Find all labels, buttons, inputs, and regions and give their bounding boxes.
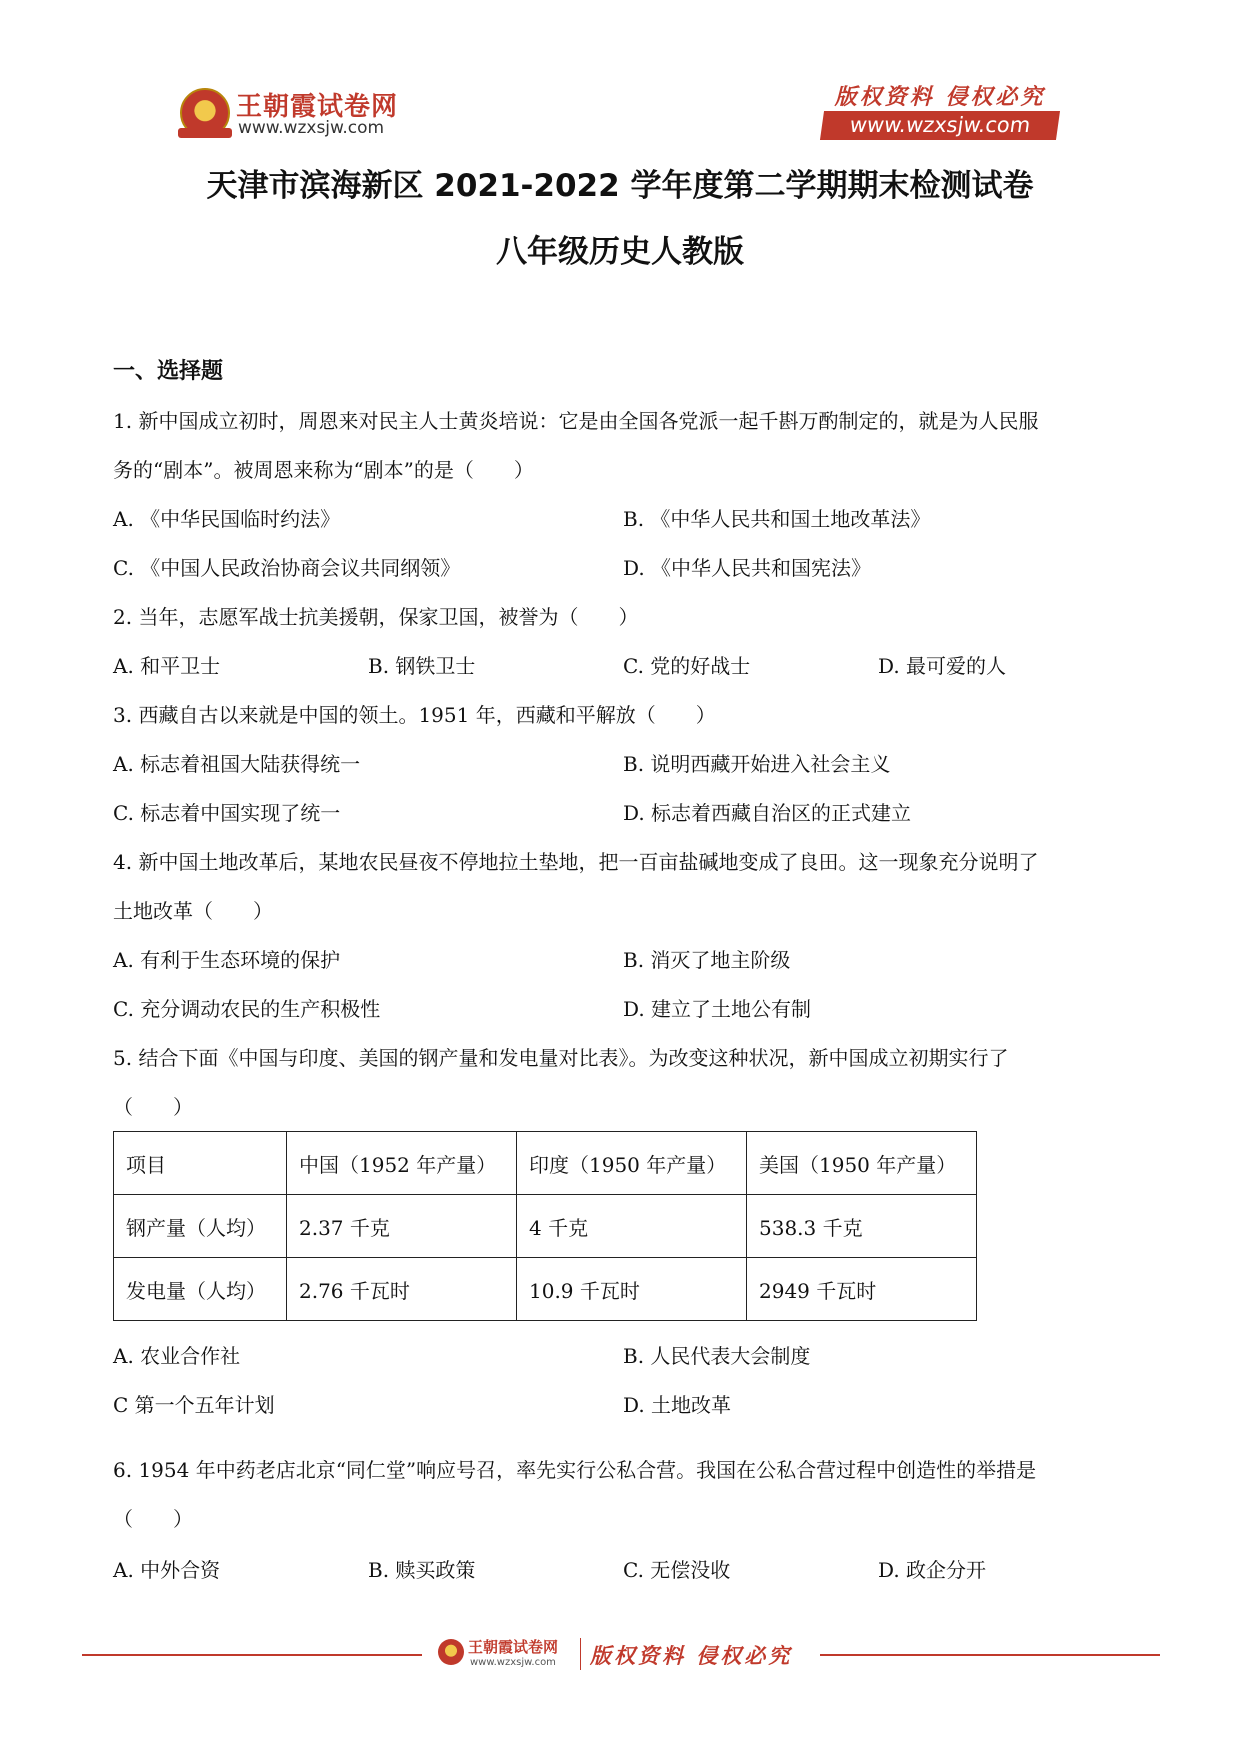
exam-title: 天津市滨海新区 2021-2022 学年度第二学期期末检测试卷	[206, 168, 1034, 204]
question-4-option-b: B. 消灭了地主阶级	[623, 948, 791, 972]
question-5-text: （ ）	[113, 1095, 193, 1119]
question-1-option-d: D. 《中华人民共和国宪法》	[623, 556, 872, 580]
question-1-option-c: C. 《中国人民政治协商会议共同纲领》	[113, 556, 461, 580]
question-3-option-c: C. 标志着中国实现了统一	[113, 801, 341, 825]
footer-divider-right	[820, 1654, 1160, 1656]
table-row	[114, 1258, 977, 1321]
question-3-text: 3. 西藏自古以来就是中国的领土。1951 年，西藏和平解放（ ）	[113, 703, 716, 727]
table-cell: 项目	[114, 1132, 287, 1195]
question-3-option-b: B. 说明西藏开始进入社会主义	[623, 752, 891, 776]
table-row	[114, 1132, 977, 1195]
question-4-text: 土地改革（ ）	[113, 899, 273, 923]
footer-separator	[580, 1638, 581, 1670]
table-cell: 2949 千瓦时	[747, 1258, 977, 1321]
seal-icon	[180, 88, 230, 138]
question-6-text: 6. 1954 年中药老店北京“同仁堂”响应号召，率先实行公私合营。我国在公私合营过程中创造性的举措是	[113, 1458, 1037, 1482]
question-5-option-d: D. 土地改革	[623, 1393, 732, 1417]
footer-logo-url: www.wzxsjw.com	[470, 1657, 556, 1668]
table-cell: 美国（1950 年产量）	[747, 1132, 977, 1195]
question-6-option-a: A. 中外合资	[113, 1558, 221, 1582]
question-3-option-d: D. 标志着西藏自治区的正式建立	[623, 801, 912, 825]
question-6-text: （ ）	[113, 1507, 193, 1531]
question-4-option-c: C. 充分调动农民的生产积极性	[113, 997, 381, 1021]
question-1-option-b: B. 《中华人民共和国土地改革法》	[623, 507, 931, 531]
copyright-url: www.wzxsjw.com	[820, 111, 1060, 140]
comparison-table	[113, 1131, 977, 1321]
question-2-option-b: B. 钢铁卫士	[368, 654, 476, 678]
exam-subtitle: 八年级历史人教版	[496, 234, 744, 270]
table-cell: 印度（1950 年产量）	[517, 1132, 747, 1195]
page-header	[0, 0, 1240, 160]
page-footer	[0, 1630, 1240, 1680]
logo-name: 王朝霞试卷网	[236, 92, 399, 122]
copyright-banner	[822, 80, 1058, 142]
footer-logo-name: 王朝霞试卷网	[468, 1638, 559, 1656]
question-6-option-b: B. 赎买政策	[368, 1558, 476, 1582]
site-logo	[180, 84, 560, 144]
question-2-option-a: A. 和平卫士	[113, 654, 221, 678]
question-1-text: 务的“剧本”。被周恩来称为“剧本”的是（ ）	[113, 458, 534, 482]
seal-icon	[438, 1639, 464, 1665]
footer-slogan: 版权资料 侵权必究	[590, 1643, 793, 1668]
table-cell: 10.9 千瓦时	[517, 1258, 747, 1321]
table-row	[114, 1195, 977, 1258]
table-cell: 4 千克	[517, 1195, 747, 1258]
question-4-option-d: D. 建立了土地公有制	[623, 997, 812, 1021]
question-4-option-a: A. 有利于生态环境的保护	[113, 948, 341, 972]
logo-url: www.wzxsjw.com	[238, 118, 385, 138]
table-cell: 538.3 千克	[747, 1195, 977, 1258]
question-5-text: 5. 结合下面《中国与印度、美国的钢产量和发电量对比表》。为改变这种状况，新中国成立初期实行了	[113, 1046, 1009, 1070]
table-cell: 发电量（人均）	[114, 1258, 287, 1321]
question-1-option-a: A. 《中华民国临时约法》	[113, 507, 341, 531]
question-5-option-c: C 第一个五年计划	[113, 1393, 275, 1417]
footer-divider-left	[82, 1654, 422, 1656]
question-2-option-c: C. 党的好战士	[623, 654, 751, 678]
question-3-option-a: A. 标志着祖国大陆获得统一	[113, 752, 361, 776]
question-5-option-b: B. 人民代表大会制度	[623, 1344, 811, 1368]
question-6-option-c: C. 无偿没收	[623, 1558, 731, 1582]
question-4-text: 4. 新中国土地改革后，某地农民昼夜不停地拉土垫地，把一百亩盐碱地变成了良田。这一现象充分说明了	[113, 850, 1039, 874]
table-cell: 2.37 千克	[287, 1195, 517, 1258]
table-cell: 中国（1952 年产量）	[287, 1132, 517, 1195]
question-6-option-d: D. 政企分开	[878, 1558, 987, 1582]
question-2-option-d: D. 最可爱的人	[878, 654, 1007, 678]
table-cell: 2.76 千瓦时	[287, 1258, 517, 1321]
copyright-slogan: 版权资料 侵权必究	[834, 84, 1046, 110]
table-cell: 钢产量（人均）	[114, 1195, 287, 1258]
question-5-option-a: A. 农业合作社	[113, 1344, 241, 1368]
question-2-text: 2. 当年，志愿军战士抗美援朝，保家卫国，被誉为（ ）	[113, 605, 639, 629]
section-heading: 一、选择题	[113, 359, 224, 384]
question-1-text: 1. 新中国成立初时，周恩来对民主人士黄炎培说：它是由全国各党派一起千斟万酌制定的，就是为人民服	[113, 409, 1039, 433]
